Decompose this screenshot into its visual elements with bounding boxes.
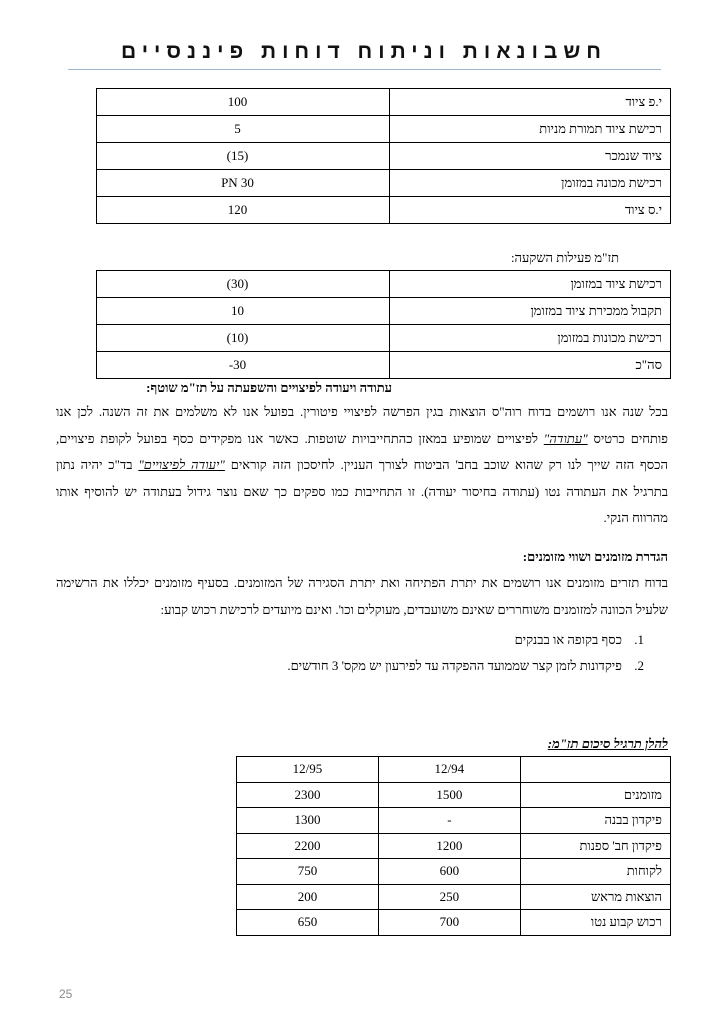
row-name: מזומנים bbox=[520, 782, 670, 808]
investing-heading: תז"מ פעילות השקעה: bbox=[510, 250, 619, 265]
column-header: 12/94 bbox=[378, 757, 520, 783]
paragraph-line: שלעיל הכוונה למזומנים משוחררים שאינם משועבדים, מעוקלים וכו'. ואינם מיועדים לרכישת רכוש קבוע: bbox=[160, 601, 668, 617]
paragraph-line: בכל שנה אנו רושמים בדוח רוה"ס הוצאות בגין הפרשה לפיצויי פיטורין. בפועל אנו לא משלמים את זה השנה. לכן אנו bbox=[56, 404, 668, 419]
list-number: 1. bbox=[634, 632, 644, 647]
table-row bbox=[97, 325, 671, 352]
equipment-table bbox=[96, 88, 671, 224]
row-value: (10) bbox=[226, 330, 249, 345]
row-value: 120 bbox=[227, 202, 248, 217]
table-row bbox=[237, 910, 671, 936]
table-row bbox=[237, 859, 671, 885]
cell-94: 600 bbox=[378, 859, 520, 885]
row-value: 100 bbox=[227, 94, 248, 109]
row-label: רכישת ציוד תמורת מניות bbox=[390, 116, 671, 143]
row-label: י.ס ציוד bbox=[390, 197, 671, 224]
cell-94: 1200 bbox=[378, 833, 520, 859]
list-item bbox=[287, 658, 644, 674]
row-label: י.פ ציוד bbox=[390, 89, 671, 116]
column-header bbox=[520, 757, 670, 783]
table-row bbox=[237, 782, 671, 808]
table-row bbox=[97, 170, 671, 197]
cash-heading: הגדרת מזומנים ושווי מזומנים: bbox=[522, 549, 668, 564]
list-item bbox=[515, 632, 644, 648]
page-header-title: חשבונאות וניתוח דוחות פיננסיים bbox=[121, 40, 607, 63]
table-row bbox=[97, 271, 671, 298]
table-row bbox=[97, 89, 671, 116]
paragraph-line: בדוח תזרים מזומנים אנו רושמים את יתרת הפתיחה ואת יתרת הסגירה של המזומנים. בסעיף מזומנים יכללו את הרשימה bbox=[56, 575, 668, 590]
row-label: ציוד שנמכר bbox=[390, 143, 671, 170]
table-row bbox=[237, 884, 671, 910]
row-label: רכישת מכונות במזומן bbox=[390, 325, 671, 352]
cell-95: 200 bbox=[237, 884, 379, 910]
page-number: 25 bbox=[59, 987, 73, 1001]
table-row bbox=[97, 116, 671, 143]
paragraph-line: הכסף הזה שייך לנו רק שהוא שוכב בחב' הביטוח לצורך העניין. לחיסכון הזה קוראים "יעודה לפיצויים" בד"כ יהיה נתון bbox=[56, 457, 668, 472]
header-divider bbox=[68, 69, 661, 70]
row-name: הוצאות מראש bbox=[520, 884, 670, 910]
cell-95: 2300 bbox=[237, 782, 379, 808]
row-label: תקבול ממכירת ציוד במזומן bbox=[390, 298, 671, 325]
table-header-row bbox=[237, 757, 671, 783]
cell-94: - bbox=[378, 808, 520, 834]
paragraph-line: מהרווח הנקי. bbox=[603, 510, 668, 525]
row-label: סה"כ bbox=[390, 352, 671, 379]
deposit-term: "יעודה לפיצויים" bbox=[138, 457, 225, 472]
row-value: 5 bbox=[234, 121, 241, 136]
cell-95: 650 bbox=[237, 910, 379, 936]
row-label: רכישת מכונה במזומן bbox=[390, 170, 671, 197]
list-text: פיקדונות לזמן קצר שממועד ההפקדה עד לפירעון יש מקס' 3 חודשים. bbox=[287, 658, 622, 673]
cell-94: 250 bbox=[378, 884, 520, 910]
column-header: 12/95 bbox=[237, 757, 379, 783]
row-label: רכישת ציוד במזומן bbox=[390, 271, 671, 298]
row-name: פיקדון חב' ספנות bbox=[520, 833, 670, 859]
row-name: לקוחות bbox=[520, 859, 670, 885]
table-row bbox=[97, 298, 671, 325]
list-text: כסף בקופה או בבנקים bbox=[514, 632, 622, 647]
cell-95: 2200 bbox=[237, 833, 379, 859]
exercise-heading: להלן תרגיל סיכום תז"מ: bbox=[547, 736, 668, 751]
cell-94: 700 bbox=[378, 910, 520, 936]
list-number: 2. bbox=[634, 658, 644, 673]
cell-94: 1500 bbox=[378, 782, 520, 808]
row-value: -30 bbox=[228, 357, 247, 372]
row-value: PN 30 bbox=[221, 175, 254, 190]
cell-95: 750 bbox=[237, 859, 379, 885]
cash-paragraph bbox=[56, 570, 668, 623]
row-value: (15) bbox=[226, 148, 249, 163]
row-name: פיקדון בבנה bbox=[520, 808, 670, 834]
table-row bbox=[237, 808, 671, 834]
cell-95: 1300 bbox=[237, 808, 379, 834]
table-row bbox=[97, 197, 671, 224]
provision-paragraph bbox=[56, 399, 668, 532]
paragraph-line: בתרגיל את העתודה נטו (עתודה בחיסור יעודה). זו התחייבות כמו ספקים כך שאם נוצר גידול בעתודה יש להוסיף אותו bbox=[56, 483, 668, 499]
row-value: 10 bbox=[231, 303, 244, 318]
table-row bbox=[237, 833, 671, 859]
table-row bbox=[97, 143, 671, 170]
provision-heading: עתודה ויעודה לפיצויים והשפעתה על תז"מ שוטף: bbox=[146, 380, 392, 395]
reserve-term: "עתודה" bbox=[543, 430, 588, 446]
investing-table bbox=[96, 270, 671, 379]
exercise-table bbox=[236, 756, 671, 936]
paragraph-line: פותחים כרטיס "עתודה" לפיצויים שמופיע במאזן כהתחייבויות שוטפות. כאשר אנו מפקידים כסף בפועל לקופת פיצויים, bbox=[56, 430, 668, 446]
row-name: רכוש קבוע נטו bbox=[520, 910, 670, 936]
row-value: (30) bbox=[226, 276, 249, 291]
